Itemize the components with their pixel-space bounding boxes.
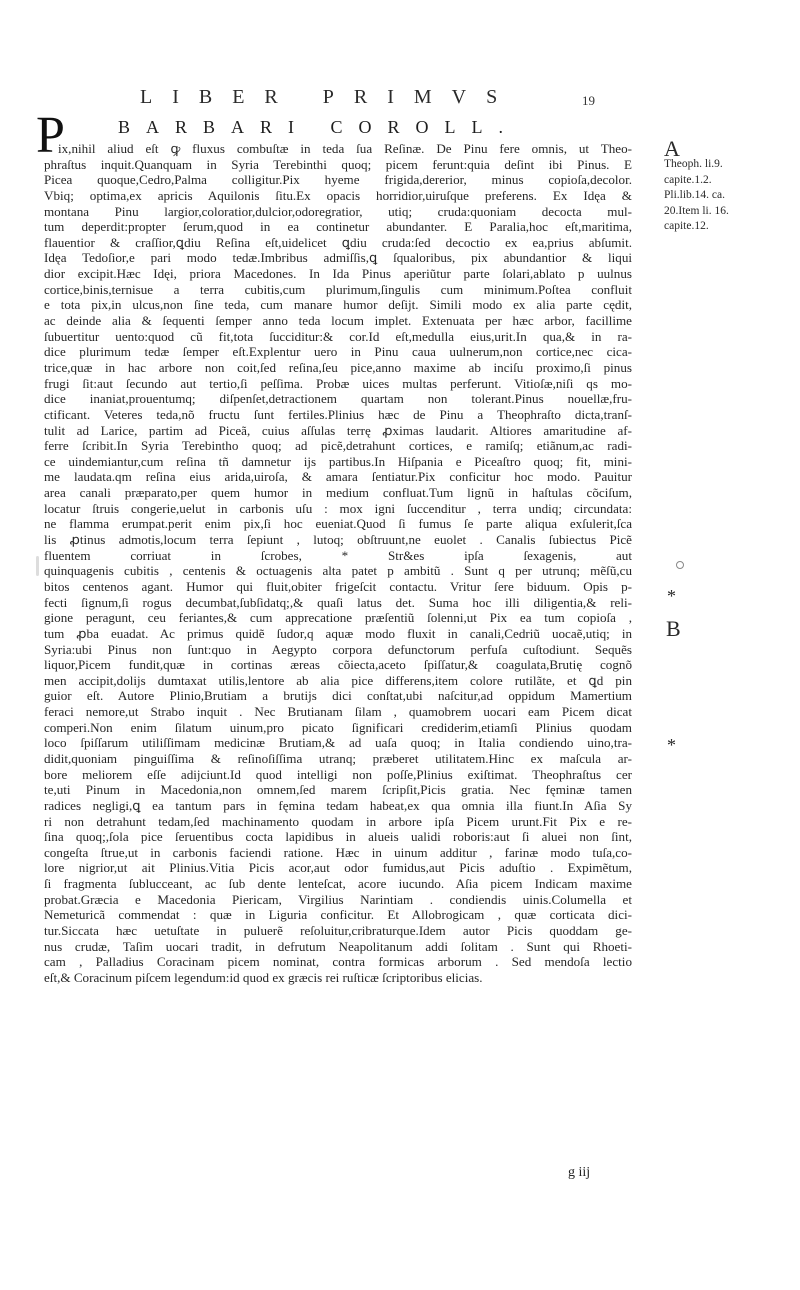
body-line: loco ſpiſſarum utiliſſimam medicinæ Brutiam,& ad uaſa quoq; in Italia condiendo uino,tra-	[44, 735, 632, 751]
body-line: eſt,& Coracinum piſcem legendum:id quod ex græcis rei ruſticæ ſcriptoribus elicias.	[44, 969, 483, 985]
body-line: quinquagenis cubitis , centenis & octuagenis alta patet p ambitũ . Sunt q per utrunq; mẽſũ,cu	[44, 563, 632, 579]
body-line: ferre ſcribit.In Syria Terebintho quoq; ad picẽ,detrahunt cortices, e ramiſq; etiãnum,ac radi-	[44, 438, 632, 454]
body-line: Nemeturicã commendat : quæ in Liguria conficitur. Et Allobrogicam , quæ corticata dici-	[44, 907, 632, 923]
body-line: congeſta ſtrue,ut in carbonis faciendi ratione. Hæc in uinum additur , farinæ modo tuſa,co-	[44, 844, 632, 860]
body-line: phraſtus inquit.Quanquam in Syria Terebinthi quoq; picem ferunt:quia deſint ibi Pinus. E	[44, 156, 632, 172]
body-line: trice,quæ in hac arbore non coit,ſed reſina,ſeu pice,anno maxime ab inciſu proximo,ſi pinus	[44, 359, 632, 375]
body-line: ctificant. Veteres teda,nõ fructu ſunt fertiles.Plinius hæc de Pinu a Theophraſto dicta,tranſ-	[44, 406, 632, 422]
margin-mark-a: A	[664, 136, 680, 161]
body-line: Syria:ubi Pinus non ſunt:quo in Aegypto corpora defunctorum perfuſa cuſtodiunt. Sequẽs	[44, 641, 632, 657]
body-line: nus crudæ, Taſim uocari tradit, in defrutum Neapolitanum addi ſolitam . Sunt qui Rhoeti-	[44, 938, 632, 954]
margin-mark-b: B	[666, 616, 681, 641]
body-line: ce uindemiantur,cum reſina tñ damnetur ijs partibus.In Hiſpania e Piceaſtro quoq; fit, mini-	[44, 453, 632, 469]
body-line: bitos centenos agant. Humor qui fluit,obiter frigeſcit contactu. Vritur ſere biduum. Opis p-	[44, 578, 632, 594]
margin-reference-line: 20.Item li. 16.	[664, 204, 729, 217]
folio-number: 19	[582, 93, 595, 108]
body-line: e tota pix,in ulcus,non ſine teda, cum manare humor deſijt. Simili modo ex alia parte cędit,	[44, 297, 632, 313]
body-line: ri non detrahunt tedam,ſed machinamento quodam in arbore ipſa Picem urunt.Fit Pix e re-	[44, 813, 632, 829]
margin-ring-mark	[676, 561, 684, 569]
body-line: guior eſt. Autore Plinio,Brutiam a brutijs dici conſtat,ubi naſcitur,ad oppidum Mamertium	[44, 688, 632, 704]
body-line: didit,quoniam pinguiſſima & reſinoſiſſima utranq; præberet utilitatem.Hinc ex maſcula ar-	[44, 750, 632, 766]
body-line: dice plurimum tedæ ſemper eſt.Explentur uero in Pinu caua uulnerum,non cortice,nec cica-	[44, 344, 632, 360]
body-line: me laudata.qm reſina eius arida,uiroſa, & amara ſentiatur.Pix conficitur hoc modo. Pauitur	[44, 469, 632, 485]
margin-reference-line: Theoph. li.9.	[664, 158, 723, 170]
catchword: g iij	[568, 1165, 591, 1180]
body-line: locatur ſtruis congerie,uelut in carbonis uſu : mox igni ſuccenditur , terra undiq; circundata:	[44, 500, 632, 516]
body-line: ne flamma erumpat.perit enim pix,ſi hoc eueniat.Quod ſi fumus ſe parte aliqua exſulerit,ſca	[44, 516, 632, 532]
body-line: te,uti Pinum in Macedonia,non omnem,ſed marem ſcripſit,Picis gratia. Nec fęminæ tamen	[44, 782, 632, 798]
body-line: tum deperdit:propter ſerum,quod in ea continetur abundanter. E Paralia,hoc eſt,maritima,	[44, 219, 632, 235]
body-text	[44, 141, 632, 986]
body-line: ſi fragmenta ſublucceant, ac ſub dente lenteſcat, acore iucundo. Aſia picem Indicam maxime	[44, 876, 632, 892]
body-line: cam , Palladius Coracinam picem nominat, contra formicas arborum . Sed mendoſa lectio	[44, 954, 632, 970]
body-line: Vbiq; optima,ex apricis Aquilonis ſitu.Ex opacis horridior,uiruſque preferens. Ex Idęa &	[44, 187, 632, 203]
running-head: LIBER PRIMVS	[140, 86, 518, 108]
body-line: ac deinde alia & ſequenti ſemper anno teda locum implet. Extenuata per hæc arbor, facillime	[44, 313, 632, 329]
body-line: ix,nihil aliud eſt ꝙ fluxus combuſtæ in teda ſua Reſinæ. De Pinu fere omnis, ut Theo-	[58, 141, 632, 156]
body-line: bore meliorem eſſe adijciunt.Id quod intelligi non poſſe,Plinius exiſtimat. Theophraſtus cer	[44, 766, 632, 782]
body-line: comperi.Non enim ſilatum uinum,pro picato ſignificari crediderim,etiamſi Plinius quodam	[44, 719, 632, 735]
body-line: Idęa Tedoſior,e pari modo tedæ.Imbribus admiſſis,ꝗ ſqualoribus, pix abundantior & liqui	[44, 250, 632, 266]
body-line: lore nigrior,ut ait Plinius.Vitia Picis acor,aut odor fumidus,aut Picis aduſtio . Expimẽtum,	[44, 860, 632, 876]
body-line: men accipit,dolijs dumtaxat utilis,lentore ab alia pice differens,item colore rutilãte, et ꝗd pin	[44, 672, 632, 688]
margin-references	[664, 157, 784, 235]
body-line: ſubuertitur uento:quod cũ fit,tota ſucciditur:& cor.Id eſt,medulla eius,urit.In qua,& in ra-	[44, 328, 632, 344]
body-line: feraci nemore,ut Strabo inquit . Nec Brutianam ſilam , quamobrem uocari eam Picem dicat	[44, 704, 632, 720]
margin-reference-line: capite.1.2.	[664, 173, 712, 186]
margin-reference-line: Pli.lib.14. ca.	[664, 189, 726, 201]
margin-reference-line: capite.12.	[664, 220, 709, 232]
margin-asterisk-2: *	[667, 735, 676, 755]
body-line: radices negligi,ꝗ ea tantum pars in fęmina tedam habeat,ex qua omnia illa fiunt.In Aſia Sy	[44, 797, 632, 813]
body-line: dior excipit.Hæc Idęi, priora Macedones. In Ida Pinus aperiũtur parte ſolari,ablato p uulnus	[44, 266, 632, 282]
body-line: probat.Græcia e Macedonia Piericam, Virgilius Narintiam . condiendis uinis.Columella et	[44, 891, 632, 907]
body-line: lis ꝓtinus admotis,locum terra ſepiunt , lutoq; obſtruunt,ne euolet . Canalis ſubiectus Picẽ	[44, 532, 632, 548]
margin-asterisk-1: *	[667, 586, 676, 606]
paper-stain	[36, 556, 39, 576]
body-line: area canali præparato,per quem humor in medium confluat.Tum lignũ in haſtulas cõciſum,	[44, 485, 632, 501]
body-line: tur.Siccata hæc uetuſtate in puluerẽ reſoluitur,cribraturque.Idem autor Picis quoddam ge-	[44, 923, 632, 939]
body-line: cortice,binis,ternisue a terra cubitis,cum plurimum,ſingulis cum minimum.Poſtea confluit	[44, 281, 632, 297]
body-line: frugi ſit:aut ſecundo aut tertio,ſi peſſima. Probæ uices multas perferunt. Vitioſæ,niſi qs mo-	[44, 375, 632, 391]
body-line: fecti ſignum,ſi rogus decumbat,ſubſidatq;,& quaſi latus det. Suma hoc illi diligentia,& reli-	[44, 594, 632, 610]
body-line: flauentior & craſſior,ꝗdiu Reſina eſt,uidelicet ꝗdiu cruda:ſed decoctio ex ea,prius abſumit.	[44, 234, 632, 250]
body-line: tulit ad Larice, partim ad Piceã, cuius aſſulas terrę ꝓximas laudarit. Altiores amaritudine af-	[44, 422, 632, 438]
body-line: liquor,Picem fundit,quæ in cortinas æreas cõiecta,aceto ſpiſſatur,& coagulata,Brutię cognõ	[44, 657, 632, 673]
body-line: montana Pinu largior,coloratior,dulcior,odoregratior, utiq; cruda:quoniam decocta mul-	[44, 203, 632, 219]
body-line: fluentem corriuat in ſcrobes, * Str&es ipſa ſexagenis, aut	[44, 547, 632, 563]
section-title: BARBARI COROLL.	[118, 117, 520, 137]
body-line: tum ꝓba euadat. Ac primus quidẽ ſudor,q aquæ modo fluxit in canali,Cedriũ uocaẽ,utiq; in	[44, 625, 632, 641]
body-line: dice inaniat,prouentumq; diſpenſet,detractionem quartam non tolerant.Pinus nouellæ,fru-	[44, 391, 632, 407]
drop-cap: P	[36, 107, 65, 164]
body-line: gione peragunt, ceu feriantes,& cum apprecatione præſentiũ ſolenni,ut Pix ea tum copioſa ,	[44, 610, 632, 626]
body-line: ſina quoq;,ſola pice ſeruentibus cocta lapidibus in alueis ualidi roboris:aut ſi aluei non ſint,	[44, 829, 632, 845]
body-line: Picea quoque,Cedro,Palma colligitur.Pix hyeme frigida,dererior, minus copioſa,decolor.	[44, 172, 632, 188]
